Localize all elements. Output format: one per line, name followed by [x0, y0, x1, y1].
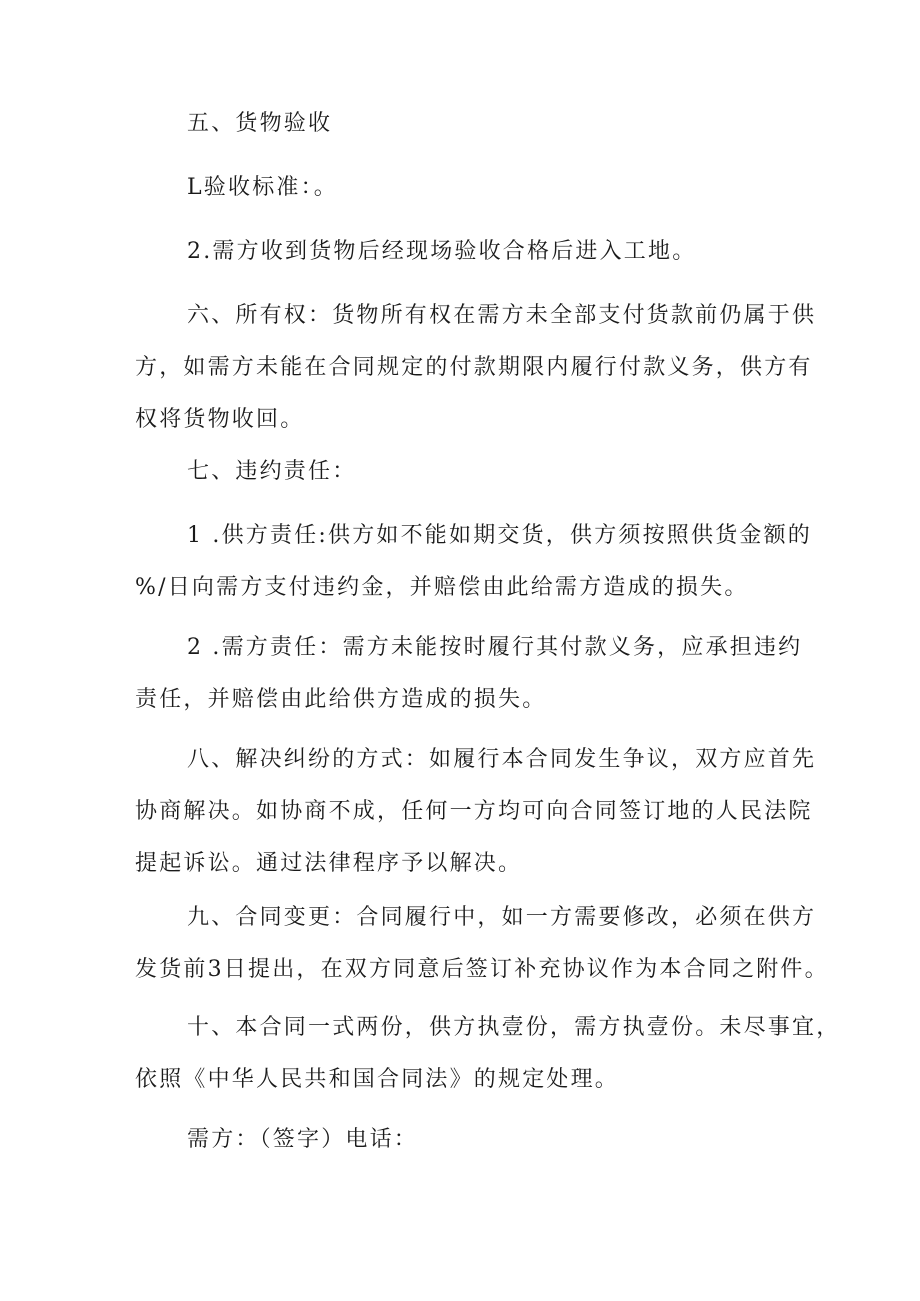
text-line: L验收标准：。	[187, 175, 339, 200]
text-line: 七、违约责任：	[187, 459, 357, 484]
buyer-liability-item	[135, 622, 803, 726]
text-line: 方，如需方未能在合同规定的付款期限内履行付款义务，供方有	[135, 355, 813, 380]
text-line: 六、所有权：货物所有权在需方未全部支付货款前仍属于供	[187, 303, 817, 328]
text-line: 责任，并赔偿由此给供方造成的损失。	[135, 687, 547, 712]
section-ownership	[135, 290, 817, 446]
text-line: 需方：（签字）电话：	[187, 1127, 419, 1152]
buyer-signature-line	[135, 1114, 795, 1166]
text-line: 协商解决。如协商不成，任何一方均可向合同签订地的人民法院	[135, 799, 813, 824]
text-line: 提起诉讼。通过法律程序予以解决。	[135, 851, 523, 876]
acceptance-standard-item	[135, 162, 795, 214]
text-line: 九、合同变更：合同履行中，如一方需要修改，必须在供方	[187, 905, 817, 930]
section-contract-change	[135, 892, 829, 996]
section-copies	[135, 1002, 841, 1106]
section-goods-acceptance-heading	[135, 98, 795, 150]
text-line: 权将货物收回。	[135, 407, 305, 432]
text-line: %/日向需方支付违约金，并赔偿由此给需方造成的损失。	[135, 575, 749, 600]
acceptance-onsite-item	[135, 226, 795, 278]
text-line: 2 .需方责任：需方未能按时履行其付款义务，应承担违约	[187, 635, 803, 660]
text-line: 发货前3日提出，在双方同意后签订补充协议作为本合同之附件。	[135, 957, 829, 982]
section-dispute-resolution	[135, 734, 817, 890]
text-line: 十、本合同一式两份，供方执壹份，需方执壹份。未尽事宜，	[187, 1015, 841, 1040]
section-liability-heading	[135, 446, 795, 498]
text-line: 八、解决纠纷的方式：如履行本合同发生争议，双方应首先	[187, 747, 817, 772]
text-line: 1 .供方责任:供方如不能如期交货，供方须按照供货金额的	[187, 523, 812, 548]
text-line: 依照《中华人民共和国合同法》的规定处理。	[135, 1067, 620, 1092]
text-line: 五、货物验收	[187, 111, 333, 136]
supplier-liability-item	[135, 510, 812, 614]
text-line: 2.需方收到货物后经现场验收合格后进入工地。	[187, 239, 697, 264]
